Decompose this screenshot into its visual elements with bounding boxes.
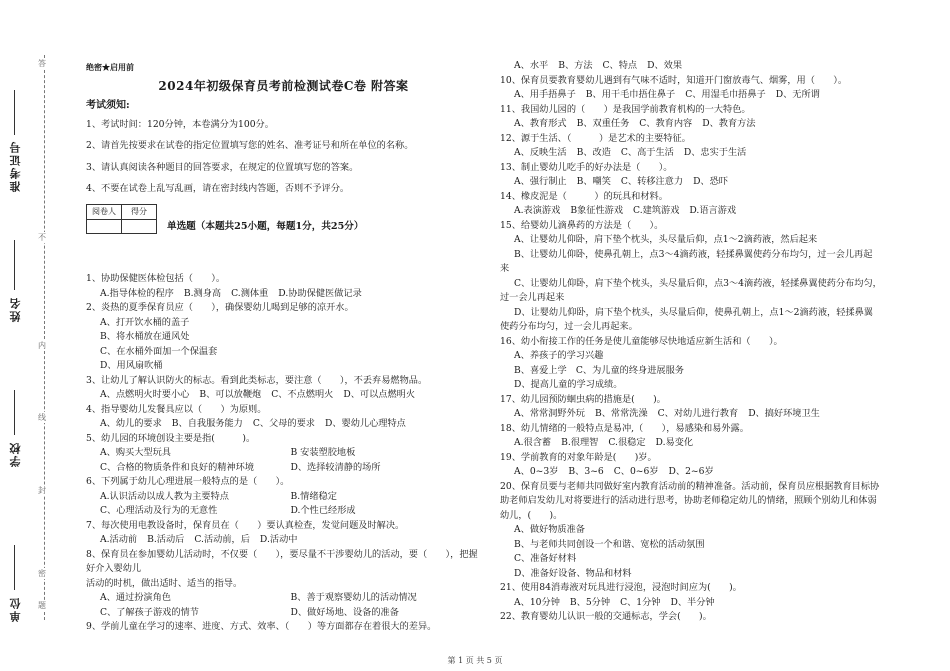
section-title: 单选题（本题共25小题，每题1分，共25分） xyxy=(167,220,364,232)
question-text: 16、幼小衔接工作的任务是使儿童能够尽快地适应新生活和（ ）。 xyxy=(500,335,783,347)
question-text: 4、指导婴幼儿发餐具应以（ ）为原则。 xyxy=(86,403,267,415)
option: B、可以放鞭炮 xyxy=(199,389,262,400)
right-column xyxy=(500,59,898,625)
question-text: 22、教育婴幼儿认识一般的交通标志，学会( )。 xyxy=(500,611,712,622)
question-text: 14、橡皮泥是（ ）的玩具和材料。 xyxy=(500,190,668,202)
question-text: 12、源于生活、（ ）是艺术的主要特征。 xyxy=(500,132,691,144)
option-row xyxy=(86,606,481,621)
option: B、改造 xyxy=(576,147,611,158)
option: B、喜爱上学 C、为儿童的终身进展服务 xyxy=(514,364,684,376)
option: A.认识活动以成人教为主要特点 xyxy=(100,490,229,502)
exam-title: 2024年初级保育员考前检测试卷C卷 附答案 xyxy=(158,78,409,93)
notice-item: 1、考试时间：120分钟，本卷满分为100分。 xyxy=(86,118,274,130)
option: B、3~6 xyxy=(568,466,604,477)
option: B.活动后 xyxy=(147,534,185,545)
option: C、教育内容 xyxy=(639,118,693,129)
option: B.测身高 xyxy=(183,287,222,299)
option: C、父母的要求 xyxy=(252,418,315,429)
option: B、双重任务 xyxy=(576,118,630,129)
option: C.测体重 xyxy=(231,287,269,299)
question-text-cont: 助老师启发幼儿对将要进行的活动进行思考，协助老师稳定幼儿的情绪，照顾个别幼儿和体弱 xyxy=(500,495,877,506)
option: D、效果 xyxy=(647,60,683,71)
score-table xyxy=(86,204,157,235)
binding-margin xyxy=(0,0,68,671)
option-row xyxy=(500,204,898,219)
notice-title: 考试须知: xyxy=(86,100,130,111)
question-text: 21、使用84消毒液对玩具进行浸泡，浸泡时间应为( )。 xyxy=(500,582,742,593)
seal-char: 不 xyxy=(38,233,46,242)
seal-char: 密 xyxy=(38,569,46,578)
option: C、用湿毛巾捂鼻子 xyxy=(685,89,766,100)
fill-line xyxy=(14,545,15,590)
question-text: 11、我国幼儿园的（ ）是我国学前教育机构的一大特色。 xyxy=(500,103,751,115)
question-text: 9、学前儿童在学习的速率、进度、方式、效率、（ ）等方面都存在着很大的差异。 xyxy=(86,621,437,632)
option: C.建筑游戏 xyxy=(633,205,680,216)
option: B、自我服务能力 xyxy=(171,418,243,429)
fill-line xyxy=(14,240,15,290)
score-row xyxy=(86,204,481,235)
option: B、善于观察婴幼儿的活动情况 xyxy=(290,592,417,603)
option: C、0~6岁 xyxy=(613,466,659,477)
question-text: 3、让幼儿了解认识防火的标志。看到此类标志，要注意（ ），不丢弃易燃物品。 xyxy=(86,374,428,386)
option: D、提高儿童的学习成绩。 xyxy=(514,379,623,390)
notice-item: 2、请首先按要求在试卷的指定位置填写您的姓名、准考证号和所在单位的名称。 xyxy=(86,140,414,151)
option: A、通过扮演角色 xyxy=(100,592,171,603)
option: A、购买大型玩具 xyxy=(100,447,171,458)
option: C.活动前，后 xyxy=(194,534,250,545)
option: C、了解孩子游戏的情节 xyxy=(100,606,199,618)
score-cell[interactable] xyxy=(122,220,157,234)
question-text-cont: 活动的时机，做出适时、适当的指导。 xyxy=(86,577,243,589)
option-row xyxy=(86,490,481,505)
option-row xyxy=(500,117,898,132)
option-cont: 来 xyxy=(500,263,510,274)
option: A、让婴幼儿仰卧，肩下垫个枕头，头尽量后仰，点1～2滴药液，然后起来 xyxy=(514,234,818,245)
option: A.表演游戏 xyxy=(514,205,561,216)
question-text-cont: 幼儿，( )。 xyxy=(500,509,563,521)
option: A、10分钟 xyxy=(514,596,560,608)
grader-cell[interactable] xyxy=(87,220,122,234)
option-row xyxy=(86,461,481,476)
question-text: 18、幼儿情绪的一般特点是易冲,（ ），易感染和易外露。 xyxy=(500,422,749,434)
option: A、做好物质准备 xyxy=(514,524,585,535)
option-row xyxy=(500,146,898,161)
option: C、准备好材料 xyxy=(514,553,577,564)
option: B、嘲笑 xyxy=(576,176,611,187)
option: D、恐吓 xyxy=(693,176,728,187)
option: A、打开饮水桶的盖子 xyxy=(100,316,190,328)
option: D、忠实于生活 xyxy=(683,147,747,158)
left-column xyxy=(86,60,481,635)
option: D.语言游戏 xyxy=(689,205,737,216)
option-row xyxy=(86,388,481,403)
option: C、不点燃明火 xyxy=(271,389,334,400)
option-row xyxy=(86,591,481,606)
option: A、教育形式 xyxy=(514,118,567,129)
option: C、让婴幼儿仰卧，肩下垫个枕头，头尽量后仰，点3～4滴药液，轻揉鼻翼使药分布均匀， xyxy=(514,277,882,289)
option: D、让婴幼儿仰卧，肩下垫个枕头，头尽量后仰，使鼻孔朝上，点1～2滴药液，轻揉鼻翼 xyxy=(514,306,873,318)
option: C、在水桶外面加一个保温套 xyxy=(100,345,218,357)
option: D.活动中 xyxy=(259,534,298,545)
option-row xyxy=(500,88,898,103)
option: B.情绪稳定 xyxy=(290,490,337,502)
option: D、婴幼儿心理特点 xyxy=(325,418,406,429)
fill-line xyxy=(14,390,15,435)
question-text: 8、保育员在参加婴幼儿活动时，不仅要（ ），要尽量不干涉婴幼儿的活动，要（ ），把握好介入婴幼儿 xyxy=(86,548,478,574)
question-text: 7、每次使用电教设备时，保育员在（ ）要认真检查，发觉问题及时解决。 xyxy=(86,519,405,531)
option: D、准备好设备、物品和材料 xyxy=(514,567,632,579)
option: A、0~3岁 xyxy=(514,466,559,477)
option: A、常常洞野外玩 xyxy=(514,408,585,419)
option: D、可以点燃明火 xyxy=(343,389,416,400)
option: B、与老师共同创设一个和谐、宽松的活动氛围 xyxy=(514,538,705,550)
option: D.易变化 xyxy=(655,437,694,448)
score-header: 得分 xyxy=(122,204,157,220)
option: A、用手捂鼻子 xyxy=(514,89,576,100)
school-label: 学校 xyxy=(9,441,22,467)
option-row xyxy=(500,436,898,451)
option: B、用干毛巾捂住鼻子 xyxy=(585,89,676,100)
option-row xyxy=(86,417,481,432)
option: D.个性已经形成 xyxy=(290,505,356,516)
option: B、方法 xyxy=(558,60,593,71)
unit-label: 单位 xyxy=(9,596,22,622)
question-text: 2、炎热的夏季保育员应（ ），确保婴幼儿喝到足够的凉开水。 xyxy=(86,302,354,313)
notice-item: 4、不要在试卷上乱写乱画，请在密封线内答题，否则不予评分。 xyxy=(86,183,350,194)
option-row xyxy=(86,533,481,548)
option: B象征性游戏 xyxy=(570,205,624,216)
option: A.活动前 xyxy=(100,534,138,545)
option: C、对幼儿进行教育 xyxy=(657,408,739,419)
option: D.协助保健医做记录 xyxy=(278,287,362,299)
option: C、1分钟 xyxy=(620,596,661,608)
question-text: 19、学前教育的对象年龄是( )岁。 xyxy=(500,451,657,463)
option: D、半分钟 xyxy=(670,596,715,608)
option: D、搞好环境卫生 xyxy=(748,408,820,419)
name-label: 姓名 xyxy=(9,296,22,322)
seal-char: 题 xyxy=(38,601,46,610)
option: B 安装塑胶地板 xyxy=(290,447,356,458)
question-text: 1、协助保健医体检包括（ ）。 xyxy=(86,273,226,284)
option-cont: 过一会儿再起来 xyxy=(500,292,565,303)
question-text: 13、制止婴幼儿吃手的好办法是（ ）。 xyxy=(500,161,673,173)
question-text: 6、下列属于幼儿心理进展一般特点的是（ ）。 xyxy=(86,476,290,487)
option: D、选择较清静的场所 xyxy=(290,461,381,473)
option-row xyxy=(500,465,898,480)
option-row xyxy=(500,596,898,611)
seal-char: 内 xyxy=(38,341,46,350)
option-row xyxy=(500,175,898,190)
option-row xyxy=(500,407,898,422)
page-footer: 第 1 页 共 5 页 xyxy=(447,656,503,665)
seal-char: 线 xyxy=(38,413,46,422)
option-cont: 使药分布均匀，过一会儿再起来。 xyxy=(500,321,638,332)
option-row xyxy=(86,504,481,519)
fill-line xyxy=(14,90,15,135)
option: B、5分钟 xyxy=(569,596,611,608)
question-text: 5、幼儿园的环境创设主要是指( )。 xyxy=(86,432,256,444)
option: B、常常洗澡 xyxy=(594,408,648,419)
question-text: 20、保育员要与老师共同做好室内教育活动前的精神准备。活动前，保育员应根据教育目标协 xyxy=(500,480,880,492)
option: B、让婴幼儿仰卧，使鼻孔朝上，点3～4滴药液，轻揉鼻翼使药分布均匀，过一会儿再起 xyxy=(514,248,873,260)
option: A、强行制止 xyxy=(514,176,567,187)
option: D、2~6岁 xyxy=(668,466,714,477)
option: B、将水桶放在通风处 xyxy=(100,331,190,342)
option: B.很理智 xyxy=(561,437,599,448)
option: C、高于生活 xyxy=(620,147,674,158)
option: D、无所谓 xyxy=(775,89,820,100)
option: C、心理活动及行为的无意性 xyxy=(100,505,218,516)
question-text: 15、给婴幼儿滴鼻药的方法是（ ）。 xyxy=(500,219,664,231)
question-list-left xyxy=(86,272,481,635)
option-row xyxy=(86,446,481,461)
seal-char: 封 xyxy=(38,486,46,495)
option: A、幼儿的要求 xyxy=(100,418,162,429)
option: A.指导体检的程序 xyxy=(100,287,174,299)
question-text: 10、保育员要教育婴幼儿遇到有气味不适时，知道开门窗放毒气、烟雾，用（ ）。 xyxy=(500,74,848,86)
question-list-right xyxy=(500,59,898,625)
option: C、合格的物质条件和良好的精神环境 xyxy=(100,461,255,473)
option: C、转移注意力 xyxy=(620,176,684,187)
option: D、教育方法 xyxy=(702,118,756,129)
grader-header: 阅卷人 xyxy=(87,204,122,220)
option: A、养孩子的学习兴趣 xyxy=(514,350,604,361)
seal-char: 答 xyxy=(38,59,46,68)
notice-item: 3、请认真阅读各种题目的回答要求，在规定的位置填写您的答案。 xyxy=(86,161,359,173)
option-row xyxy=(500,59,898,74)
exam-number-label: 准考证号 xyxy=(9,140,22,192)
option: C.很稳定 xyxy=(608,437,646,448)
option: D、用风扇吹桶 xyxy=(100,360,163,371)
seal-line xyxy=(44,55,45,620)
option-row xyxy=(86,287,481,302)
secret-mark: 绝密★启用前 xyxy=(86,62,134,72)
option: A、点燃明火时要小心 xyxy=(100,389,190,400)
option: A、水平 xyxy=(514,60,549,71)
option: A.很含蓄 xyxy=(514,437,552,448)
question-text: 17、幼儿园预防蛔虫病的措施是( )。 xyxy=(500,393,666,405)
option: D、做好场地、设备的准备 xyxy=(290,606,399,618)
option: C、特点 xyxy=(602,60,638,71)
option: A、反映生活 xyxy=(514,147,567,158)
